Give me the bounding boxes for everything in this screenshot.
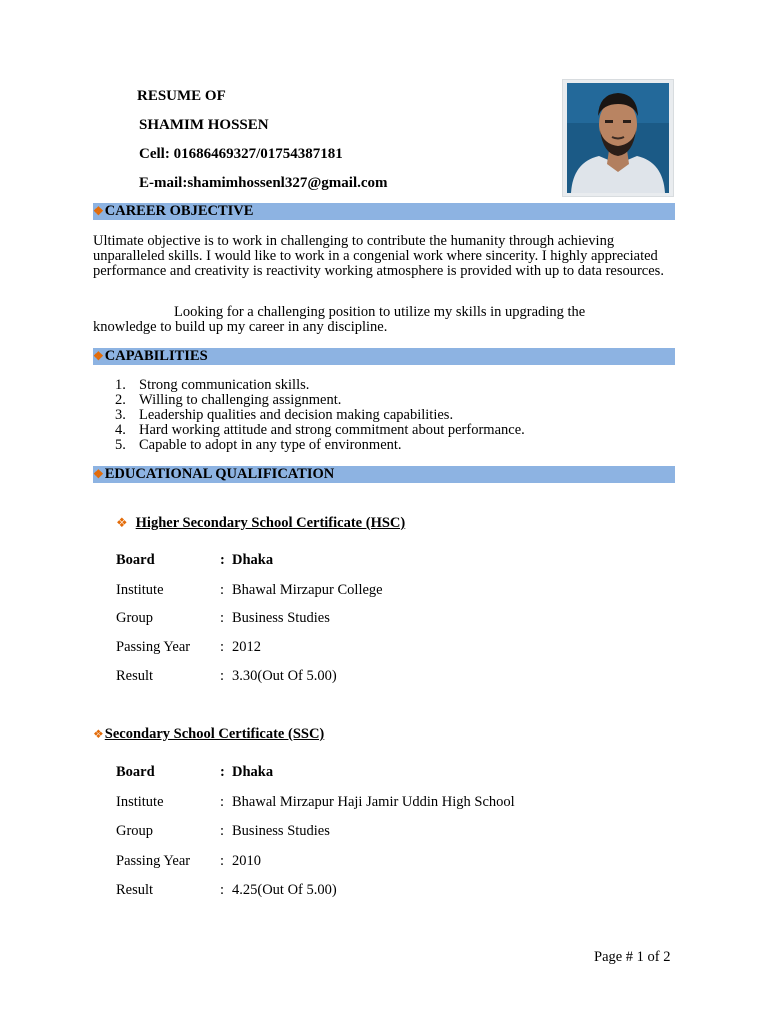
field-colon: : — [220, 552, 225, 568]
field-label: Group — [116, 610, 154, 626]
capabilities-list — [115, 378, 525, 453]
field-colon: : — [220, 639, 225, 655]
ssc-passing-year-row — [116, 853, 261, 870]
section-header-educational-qualification — [93, 466, 675, 483]
field-colon: : — [220, 853, 225, 869]
list-item — [115, 423, 525, 438]
orange-diamond-icon: ❖ — [93, 727, 104, 741]
list-number: 5. — [115, 437, 126, 453]
hsc-board-row — [116, 552, 273, 569]
resume-of-heading: RESUME OF — [137, 88, 226, 104]
field-colon: : — [220, 668, 225, 684]
hsc-institute-row — [116, 582, 383, 599]
profile-photo — [562, 79, 674, 197]
ssc-board-row — [116, 764, 273, 781]
list-number: 3. — [115, 407, 126, 423]
field-value: 2012 — [232, 639, 261, 655]
orange-diamond-icon: ❖ — [116, 515, 128, 530]
hsc-passing-year-row — [116, 639, 261, 656]
field-colon: : — [220, 582, 225, 598]
list-text: Hard working attitude and strong commitment about performance. — [139, 422, 525, 438]
field-label: Result — [116, 668, 154, 684]
list-text: Willing to challenging assignment. — [139, 392, 342, 408]
field-value: 4.25(Out Of 5.00) — [232, 882, 337, 898]
field-value: Business Studies — [232, 610, 330, 626]
ssc-group-row — [116, 823, 330, 840]
ssc-heading: Secondary School Certificate (SSC) — [104, 726, 325, 742]
career-objective-paragraph-2-line-2: knowledge to build up my career in any discipline. — [93, 319, 388, 335]
field-value: 2010 — [232, 853, 261, 869]
email-address: E-mail:shamimhossenl327@gmail.com — [139, 175, 388, 191]
career-objective-paragraph-2-line-1: Looking for a challenging position to utilize my skills in upgrading the — [174, 304, 586, 320]
field-label: Group — [116, 823, 154, 839]
ssc-heading-row — [93, 726, 324, 743]
field-label: Passing Year — [116, 853, 191, 869]
field-label: Institute — [116, 794, 164, 810]
hsc-result-row — [116, 668, 337, 685]
field-colon: : — [220, 882, 225, 898]
field-label: Institute — [116, 582, 164, 598]
candidate-name: SHAMIM HOSSEN — [139, 117, 269, 133]
list-item — [115, 378, 525, 393]
field-label: Result — [116, 882, 154, 898]
list-text: Capable to adopt in any type of environment. — [139, 437, 402, 453]
hsc-heading: Higher Secondary School Certificate (HSC) — [135, 515, 406, 531]
list-item — [115, 408, 525, 423]
section-title: CAPABILITIES — [104, 348, 208, 364]
field-label: Board — [116, 764, 155, 780]
orange-diamond-icon: ❖ — [93, 204, 104, 218]
section-title: EDUCATIONAL QUALIFICATION — [104, 466, 335, 482]
list-number: 4. — [115, 422, 126, 438]
ssc-institute-row — [116, 794, 515, 811]
orange-diamond-icon: ❖ — [93, 467, 104, 481]
field-colon: : — [220, 823, 225, 839]
list-number: 2. — [115, 392, 126, 408]
hsc-group-row — [116, 610, 330, 627]
portrait-image — [563, 80, 673, 196]
list-number: 1. — [115, 377, 126, 393]
list-text: Leadership qualities and decision making capabilities. — [139, 407, 454, 423]
list-text: Strong communication skills. — [139, 377, 310, 393]
field-colon: : — [220, 794, 225, 810]
section-title: CAREER OBJECTIVE — [104, 203, 254, 219]
list-item — [115, 393, 525, 408]
field-colon: : — [220, 610, 225, 626]
career-objective-paragraph: Ultimate objective is to work in challenging to contribute the humanity through achieving unparalleled skills. I would like to work in a congenial work where sincerity. I highly appreciated performance and creativity is reactivity working atmosphere is provided with up to data resources. — [93, 233, 664, 279]
field-value: Bhawal Mirzapur College — [232, 582, 383, 598]
field-label: Passing Year — [116, 639, 191, 655]
list-item — [115, 438, 525, 453]
orange-diamond-icon: ❖ — [93, 349, 104, 363]
field-value: Business Studies — [232, 823, 330, 839]
field-value: Dhaka — [232, 552, 274, 568]
cell-number: Cell: 01686469327/01754387181 — [139, 146, 343, 162]
field-value: 3.30(Out Of 5.00) — [232, 668, 337, 684]
page-number: Page # 1 of 2 — [594, 949, 671, 965]
section-header-capabilities — [93, 348, 675, 365]
section-header-career-objective — [93, 203, 675, 220]
field-value: Bhawal Mirzapur Haji Jamir Uddin High School — [232, 794, 515, 810]
field-label: Board — [116, 552, 155, 568]
ssc-result-row — [116, 882, 337, 899]
field-colon: : — [220, 764, 225, 780]
field-value: Dhaka — [232, 764, 274, 780]
hsc-heading-row — [116, 515, 405, 532]
